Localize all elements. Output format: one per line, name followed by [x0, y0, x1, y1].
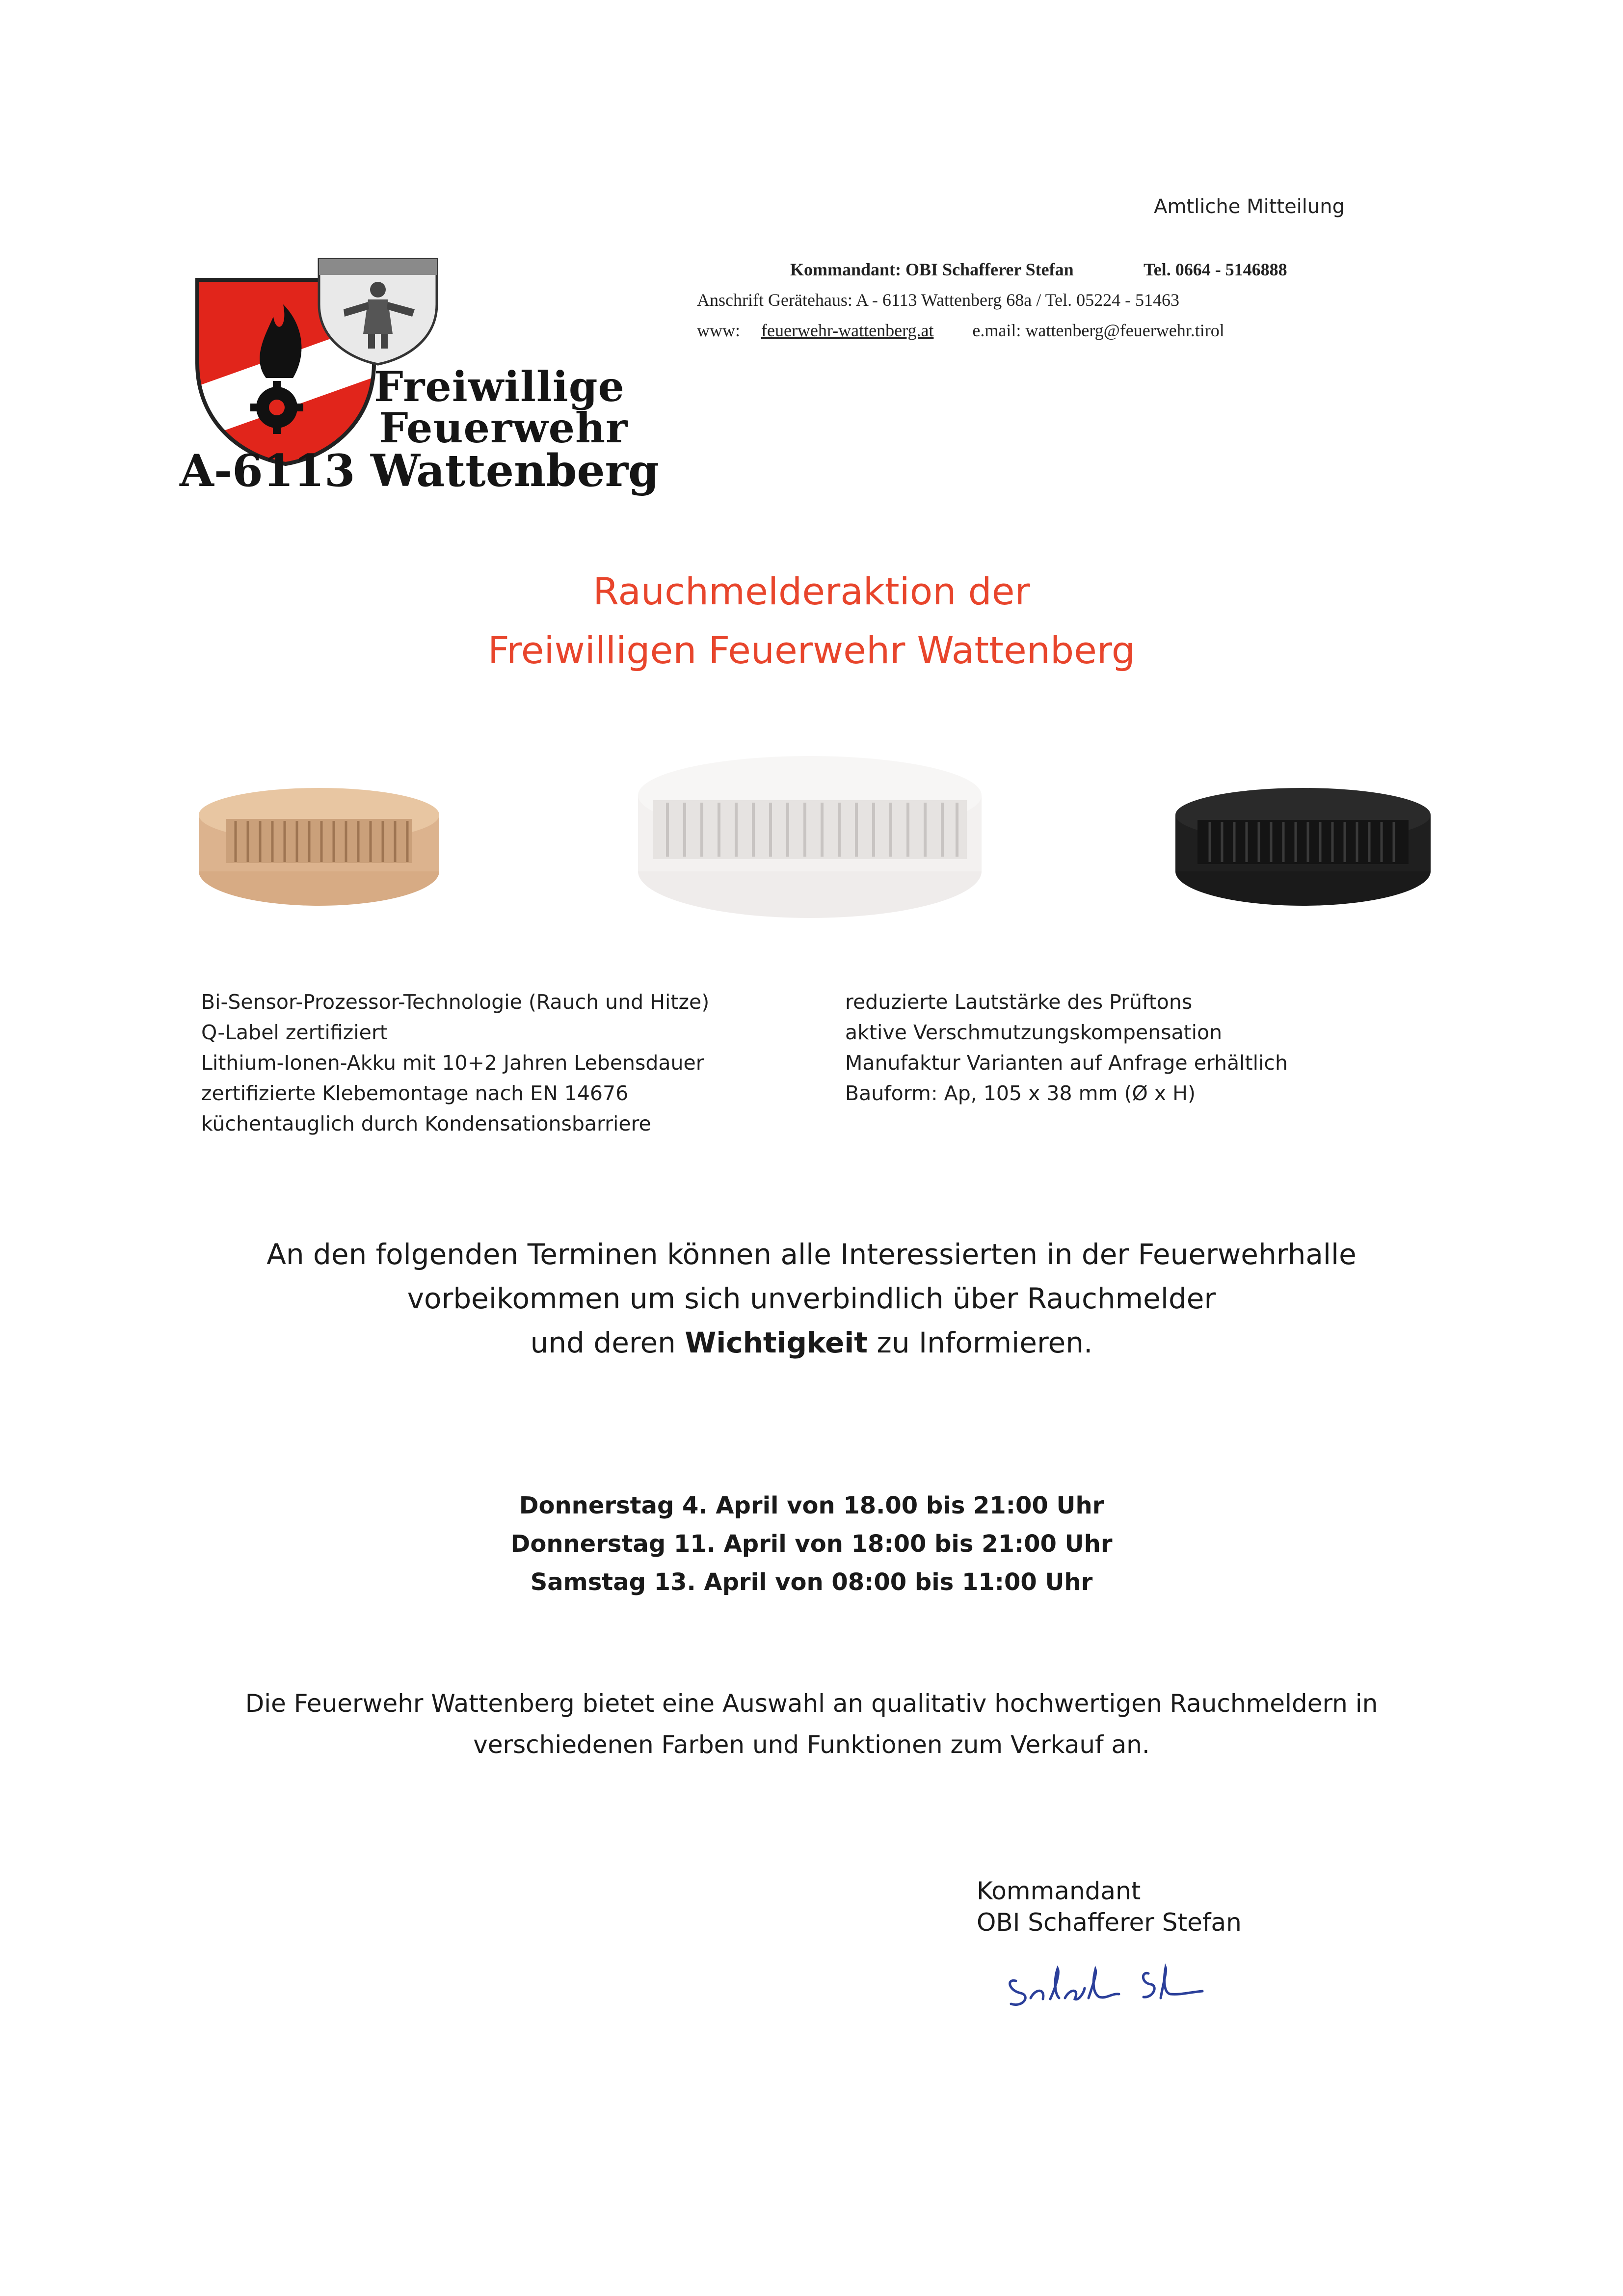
feature-item: Bi-Sensor-Prozessor-Technologie (Rauch und Hitze): [201, 990, 710, 1014]
feature-list-left: [201, 987, 709, 1139]
smoke-detector-black-image: [1173, 771, 1433, 913]
www-label: www:: [697, 321, 740, 340]
web-line: [697, 320, 1345, 351]
feature-item: Lithium-Ionen-Akku mit 10+2 Jahren Lebensdauer: [201, 1051, 704, 1075]
intro-text: zu Informieren.: [867, 1326, 1093, 1359]
closing-role: Kommandant: [977, 1877, 1141, 1905]
feature-item: Q-Label zertifiziert: [201, 1021, 388, 1044]
feature-list-right: [845, 987, 1288, 1108]
address-line: Anschrift Gerätehaus: A - 6113 Wattenberg 68a / Tel. 05224 - 51463: [697, 290, 1180, 310]
event-date: Donnerstag 4. April von 18.00 bis 21:00 Uhr: [519, 1492, 1104, 1519]
intro-paragraph: [0, 1232, 1623, 1365]
offer-paragraph: [0, 1683, 1623, 1765]
page-title-line2: Freiwilligen Feuerwehr Wattenberg: [487, 628, 1136, 672]
commander-phone: Tel. 0664 - 5146888: [1144, 260, 1287, 279]
email-address: e.mail: wattenberg@feuerwehr.tirol: [972, 321, 1224, 340]
feature-item: küchentauglich durch Kondensationsbarriere: [201, 1112, 651, 1135]
offer-line: verschiedenen Farben und Funktionen zum Verkauf an.: [473, 1730, 1150, 1759]
official-notice-label: Amtliche Mitteilung: [1154, 195, 1345, 218]
event-dates: [0, 1486, 1623, 1601]
feature-item: Manufaktur Varianten auf Anfrage erhältlich: [845, 1051, 1288, 1075]
wordmark-location: A-6113 Wattenberg: [180, 445, 659, 497]
intro-line: [0, 1321, 1623, 1365]
smoke-detector-wood-image: [196, 766, 442, 913]
commander-name: Kommandant: OBI Schafferer Stefan: [790, 260, 1074, 279]
handwritten-signature: [1001, 1959, 1217, 2018]
intro-line: An den folgenden Terminen können alle Interessierten in der Feuerwehrhalle: [266, 1238, 1357, 1271]
offer-line: Die Feuerwehr Wattenberg bietet eine Auswahl an qualitativ hochwertigen Rauchmeldern in: [245, 1689, 1378, 1718]
wordmark-feuerwehr: Feuerwehr: [379, 404, 628, 452]
feature-item: Bauform: Ap, 105 x 38 mm (Ø x H): [845, 1081, 1196, 1105]
website-link[interactable]: feuerwehr-wattenberg.at: [761, 321, 934, 340]
feature-item: zertifizierte Klebemontage nach EN 14676: [201, 1081, 629, 1105]
contact-block: [697, 259, 1345, 351]
municipal-crest-icon: [314, 255, 442, 368]
intro-line: vorbeikommen um sich unverbindlich über Rauchmelder: [407, 1282, 1216, 1315]
closing-name: OBI Schafferer Stefan: [977, 1908, 1242, 1937]
page-title-line1: Rauchmelderaktion der: [593, 569, 1030, 613]
intro-emphasis: Wichtigkeit: [685, 1326, 868, 1359]
event-date: Samstag 13. April von 08:00 bis 11:00 Uhr: [530, 1568, 1093, 1596]
closing-block: [977, 1875, 1242, 1938]
feature-item: reduzierte Lautstärke des Prüftons: [845, 990, 1193, 1014]
wordmark-freiwillige: Freiwillige: [374, 362, 625, 411]
intro-text: und deren: [530, 1326, 685, 1359]
event-date: Donnerstag 11. April von 18:00 bis 21:00 Uhr: [510, 1530, 1113, 1558]
smoke-detector-white-image: [633, 731, 986, 928]
commander-line: [697, 259, 1345, 290]
feature-item: aktive Verschmutzungskompensation: [845, 1021, 1223, 1044]
